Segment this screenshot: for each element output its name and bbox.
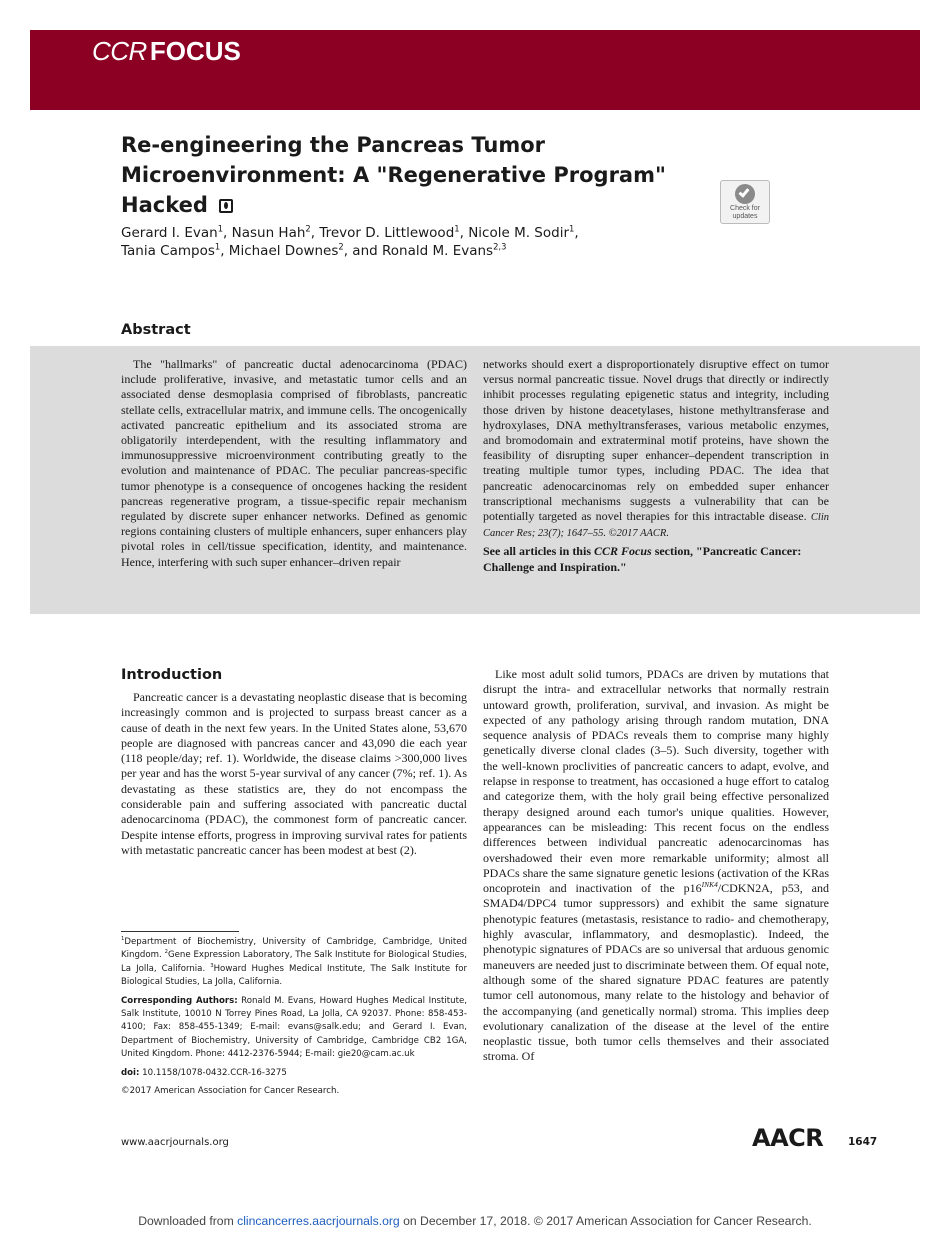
- author: Michael Downes$^2$: [228, 241, 344, 259]
- doi[interactable]: doi: 10.1158/1078-0432.CCR-16-3275: [121, 1067, 287, 1078]
- introduction-heading: Introduction: [121, 667, 223, 683]
- download-notice: Downloaded from clincancerres.aacrjournals.org on December 17, 2018. © 2017 American Association for Cancer Research.: [138, 1214, 812, 1228]
- citation: Clin Cancer Res; 23(7); 1647–55. ©2017 AACR.: [483, 512, 830, 540]
- check-updates-line1: Check for: [730, 205, 760, 212]
- check-for-updates-button[interactable]: [720, 180, 770, 224]
- abstract-text-left: The "hallmarks" of pancreatic ductal adenocarcinoma (PDAC) include proliferative, invasive, and metastatic tumor cells and an associated dense desmoplasia comprised of fibroblasts, pancreatic stellate cells, extracellular matrix, and immune cells. The oncogenically activated pancreatic epithelium and its associated stroma are obligatorily interdependent, with the resulting inflammatory and immunosuppressive microenvironment contributing greatly to the evolution and maintenance of PDAC. The peculiar pancreas-specific tumor phenotype is a consequence of oncogenes hacking the resident pancreas regenerative program, a tissue-specific repair mechanism regulated by discrete super enhancer networks. Defined as genomic regions containing clusters of multiple enhancers, super enhancers play pivotal roles in cell/tissue specification, identity, and maintenance. Hence, interfering with such super enhancer–driven repair: [121, 357, 467, 569]
- corresponding-authors: Corresponding Authors: Ronald M. Evans, Howard Hughes Medical Institute, Salk Institute, 10010 N Torrey Pines Road, La Jolla, CA 92037. Phone: 858-453-4100; Fax: 858-455-1349; E-mail: evans@salk.edu; and Gerard I. Evan, Department of Biochemistry, University of Cambridge, Cambridge CB2 1GA, United Kingdom. Phone: 4412-2376-5944; E-mail: gie20@cam.ac.uk: [121, 995, 467, 1060]
- affiliations: $^1$Department of Biochemistry, University of Cambridge, Cambridge, United Kingdom. $^2$Gene Expression Laboratory, The Salk Institute for Biological Studies, La Jolla, California. $^3$Howard Hughes Medical Institute, The Salk Institute for Biological Studies, La Jolla, California.: [121, 936, 468, 988]
- intro-text-right: Like most adult solid tumors, PDACs are driven by mutations that disrupt the intra- and extracellular networks that normally restrain untoward growth, proliferation, survival, and invasion. As might be expected of any pathology arising through random mutation, DNA sequence analysis of PDACs reveals them to comprise many highly genetically diverse clonal clades (3–5). Such diversity, together with the well-known proclivities of pancreatic cancers to adapt, evolve, and relapse in response to treatment, has occasioned a huge effort to catalog and categorize them, with the holy grail being effective personalized therapy designed around each tumor's unique qualities. However, appearances can be misleading: This recent focus on the endless differences between individual pancreatic adenocarcinomas has overshadowed their even more remarkable uniformity; almost all PDACs share the same signature genetic lesions (activation of the KRas oncoprotein and inactivation of the $p16^{INK4}/CDKN2A$, p53, and SMAD4/DPC4 tumor suppressors) and exhibit the same signature phenotypic features (metastasis, resistance to radio- and chemotherapy, highly avascular, inflammatory, and desmoplastic). Indeed, the phenotypic signatures of PDACs are so universal that arduous genomic maneuvers are needed just to discriminate between them. Of equal note, although some of the shared signature PDAC features are patently tumor cell autonomous, many relate to the histology and behavior of the accompanying (and genetically normal) stroma. This implies deep evolutionary canalization of the disease at the level of the entire neoplastic tissue, both tumor cells themselves and their associated stroma. Of: [483, 667, 830, 1064]
- intro-text-left: Pancreatic cancer is a devastating neoplastic disease that is becoming increasingly common and is projected to surpass breast cancer as a cause of death in the next few years. In the United States alone, 53,670 people are diagnosed with pancreas cancer and 43,090 die each year (118 people/day; ref. 1). Worldwide, the disease claims >300,000 lives per year and has the worst 5-year survival of any cancer (7%; ref. 1). As devastating as these statistics are, they do not encompass the considerable pain and suffering associated with pancreatic ductal adenocarcinoma (PDAC), the commonest form of pancreatic cancer. Despite intense efforts, progress in improving survival rates for patients with metastatic pancreatic cancer has been modest at best (2).: [121, 690, 467, 857]
- author: Nicole M. Sodir$^1$: [468, 223, 575, 241]
- check-updates-line2: updates: [732, 213, 758, 220]
- copyright: ©2017 American Association for Cancer Research.: [121, 1086, 340, 1097]
- author: Tania Campos$^1$: [121, 241, 221, 259]
- page-number: 1647: [848, 1136, 878, 1148]
- author: Ronald M. Evans$^{2,3}$: [382, 241, 507, 259]
- brand-light: CCR: [92, 36, 147, 66]
- author: Trevor D. Littlewood$^1$: [319, 223, 460, 241]
- download-source-link[interactable]: clincancerres.aacrjournals.org: [237, 1214, 400, 1228]
- author: Gerard I. Evan$^1$: [121, 223, 224, 241]
- author: Nasun Hah$^2$: [231, 223, 311, 241]
- aacr-logo: AACR: [752, 1124, 824, 1152]
- ccr-focus-logo: [92, 38, 241, 64]
- abstract-text-right: [483, 357, 829, 575]
- journal-website-link[interactable]: www.aacrjournals.org: [121, 1137, 229, 1148]
- see-all-articles-link[interactable]: See all articles in this CCR Focus section, "Pancreatic Cancer: Challenge and Inspiration.": [483, 544, 802, 574]
- check-updates-icon: [735, 184, 755, 204]
- footnote-rule: [121, 931, 239, 932]
- article-title: [121, 130, 721, 220]
- abstract-heading: Abstract: [121, 322, 191, 338]
- open-access-icon: [219, 199, 233, 213]
- title-text: Re-engineering the Pancreas Tumor Microenvironment: A "Regenerative Program" Hacked: [121, 133, 666, 217]
- footnotes: [121, 936, 467, 1103]
- author-list: Gerard I. Evan$^1$, Nasun Hah$^2$, Trevor D. Littlewood$^1$, Nicole M. Sodir$^1$, Tania Campos$^1$, Michael Downes$^2$, and Ronald M. Evans$^{2,3}$: [121, 223, 579, 259]
- abstract-right-body: networks should exert a disproportionately disruptive effect on tumor versus normal pancreatic tissue. Novel drugs that directly or indirectly inhibit processes regulating epigenetic status and integrity, including those driven by histone deacetylases, histone methyltransferase and hydroxylases, DNA methyltransferases, various metabolic enzymes, and bromodomain and extraterminal motif proteins, have shown the feasibility of disrupting super enhancer–dependent transcription in treating multiple tumor types, including PDAC. The idea that pancreatic adenocarcinomas rely on embedded super enhancer transcriptional mechanisms suggests a vulnerability that can be potentially targeted as novel therapies for this intractable disease.: [483, 357, 829, 524]
- brand-bold: FOCUS: [149, 36, 241, 66]
